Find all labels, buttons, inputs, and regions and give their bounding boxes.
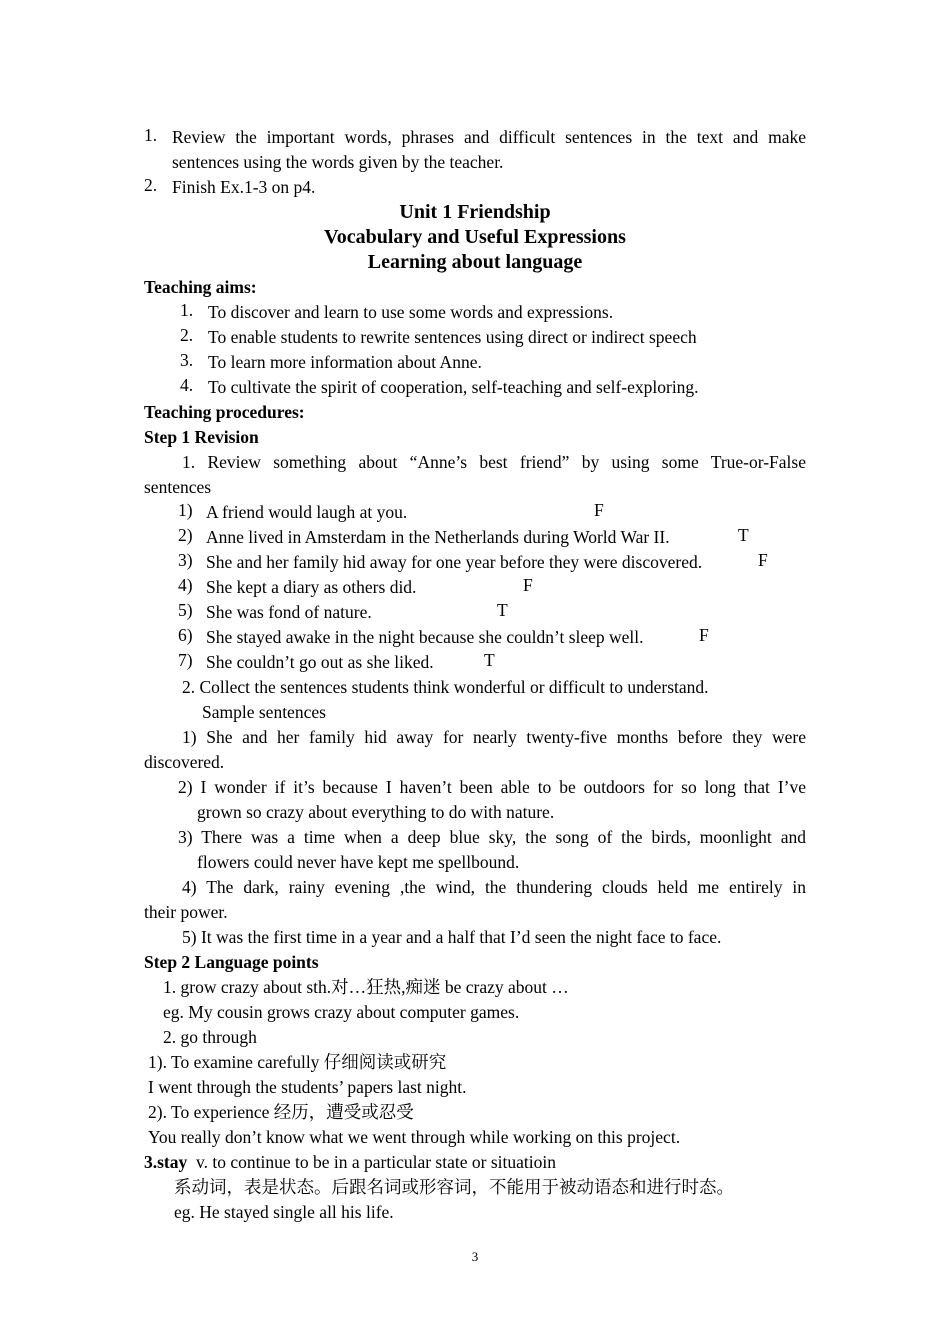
aim-number-2: 2. bbox=[180, 325, 194, 345]
revision-intro-line-1: 1. Review something about “Anne’s best friend” by using some True-or-False bbox=[182, 452, 806, 472]
tf-number-4: 4) bbox=[178, 575, 193, 595]
tf-answer-2: T bbox=[738, 525, 749, 545]
homework-item-2: Finish Ex.1-3 on p4. bbox=[172, 177, 316, 197]
sample-sentence-2-line-1: 2) I wonder if it’s because I haven’t been able to be outdoors for so long that I’ve bbox=[178, 777, 806, 797]
section-title: Vocabulary and Useful Expressions bbox=[324, 226, 626, 248]
tf-sentence-6: She stayed awake in the night because she couldn’t sleep well. bbox=[206, 627, 644, 647]
sample-sentence-3-line-2: flowers could never have kept me spellbound. bbox=[197, 852, 520, 872]
tf-sentence-5: She was fond of nature. bbox=[206, 602, 372, 622]
tf-number-7: 7) bbox=[178, 650, 193, 670]
tf-sentence-4: She kept a diary as others did. bbox=[206, 577, 417, 597]
aim-1: To discover and learn to use some words and expressions. bbox=[208, 302, 614, 322]
language-point-2: 2. go through bbox=[163, 1027, 257, 1047]
tf-answer-6: F bbox=[699, 625, 709, 645]
go-through-example-1: I went through the students’ papers last night. bbox=[148, 1077, 467, 1097]
sample-sentence-1-line-1: 1) She and her family hid away for nearly twenty-five months before they were bbox=[182, 727, 806, 747]
aim-4: To cultivate the spirit of cooperation, self-teaching and self-exploring. bbox=[208, 377, 699, 397]
unit-title: Unit 1 Friendship bbox=[399, 201, 551, 223]
tf-number-1: 1) bbox=[178, 500, 193, 520]
tf-sentence-3: She and her family hid away for one year before they were discovered. bbox=[206, 552, 703, 572]
tf-number-3: 3) bbox=[178, 550, 193, 570]
tf-number-6: 6) bbox=[178, 625, 193, 645]
tf-number-5: 5) bbox=[178, 600, 193, 620]
go-through-meaning-2: 2). To experience 经历，遭受或忍受 bbox=[148, 1102, 414, 1122]
go-through-meaning-1: 1). To examine carefully 仔细阅读或研究 bbox=[148, 1052, 447, 1072]
language-point-3 bbox=[144, 1150, 556, 1175]
aim-number-3: 3. bbox=[180, 350, 194, 370]
revision-intro-line-2: sentences bbox=[144, 477, 212, 497]
aim-3: To learn more information about Anne. bbox=[208, 352, 482, 372]
stay-word: 3.stay bbox=[144, 1152, 188, 1172]
sample-sentences-heading: Sample sentences bbox=[202, 702, 326, 722]
sample-sentence-5: 5) It was the first time in a year and a half that I’d seen the night face to face. bbox=[182, 927, 722, 947]
tf-sentence-7: She couldn’t go out as she liked. bbox=[206, 652, 434, 672]
stay-example: eg. He stayed single all his life. bbox=[174, 1202, 394, 1222]
tf-answer-1: F bbox=[594, 500, 604, 520]
tf-answer-5: T bbox=[497, 600, 508, 620]
stay-definition: v. to continue to be in a particular state or situatioin bbox=[196, 1152, 556, 1172]
tf-answer-4: F bbox=[523, 575, 533, 595]
language-point-1: 1. grow crazy about sth.对…狂热,痴迷 be crazy about … bbox=[163, 977, 569, 997]
sample-sentence-4-line-1: 4) The dark, rainy evening ,the wind, the thundering clouds held me entirely in bbox=[182, 877, 806, 897]
homework-number-2: 2. bbox=[144, 175, 158, 195]
tf-sentence-2: Anne lived in Amsterdam in the Netherlands during World War II. bbox=[206, 527, 670, 547]
step-2-heading: Step 2 Language points bbox=[144, 952, 319, 972]
sample-sentence-1-line-2: discovered. bbox=[144, 752, 225, 772]
tf-answer-7: T bbox=[484, 650, 495, 670]
go-through-example-2: You really don’t know what we went through while working on this project. bbox=[148, 1127, 681, 1147]
language-point-1-example: eg. My cousin grows crazy about computer games. bbox=[163, 1002, 520, 1022]
homework-number-1: 1. bbox=[144, 125, 158, 145]
collect-sentences-instruction: 2. Collect the sentences students think wonderful or difficult to understand. bbox=[182, 677, 709, 697]
sample-sentence-4-line-2: their power. bbox=[144, 902, 228, 922]
subsection-title: Learning about language bbox=[367, 251, 583, 273]
homework-item-1-line-1: Review the important words, phrases and difficult sentences in the text and make bbox=[172, 127, 806, 147]
tf-answer-3: F bbox=[758, 550, 768, 570]
tf-sentence-1: A friend would laugh at you. bbox=[206, 502, 408, 522]
teaching-aims-heading: Teaching aims: bbox=[144, 277, 257, 297]
tf-number-2: 2) bbox=[178, 525, 193, 545]
page-number: 3 bbox=[471, 1249, 479, 1264]
sample-sentence-3-line-1: 3) There was a time when a deep blue sky, the song of the birds, moonlight and bbox=[178, 827, 806, 847]
aim-number-4: 4. bbox=[180, 375, 194, 395]
aim-2: To enable students to rewrite sentences using direct or indirect speech bbox=[208, 327, 697, 347]
aim-number-1: 1. bbox=[180, 300, 194, 320]
stay-chinese-note: 系动词，表是状态。后跟名词或形容词，不能用于被动语态和进行时态。 bbox=[174, 1177, 734, 1197]
step-1-heading: Step 1 Revision bbox=[144, 427, 259, 447]
teaching-procedures-heading: Teaching procedures: bbox=[144, 402, 305, 422]
homework-item-1-line-2: sentences using the words given by the teacher. bbox=[172, 152, 504, 172]
sample-sentence-2-line-2: grown so crazy about everything to do with nature. bbox=[197, 802, 555, 822]
